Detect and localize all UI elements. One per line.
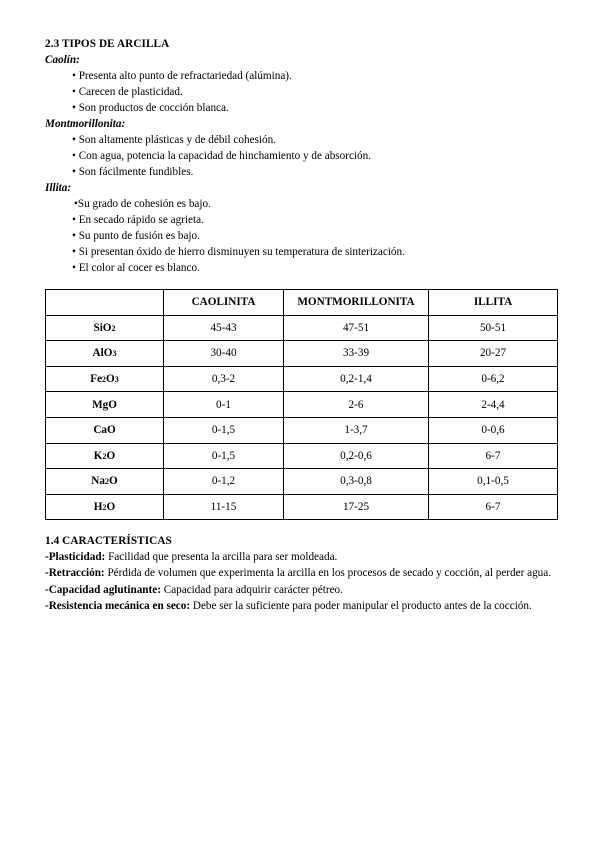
compound-label xyxy=(46,443,164,469)
list-item: • En secado rápido se agrieta. xyxy=(72,214,204,226)
compound-text: AlO xyxy=(92,347,113,360)
table-cell: 0-0,6 xyxy=(429,417,558,443)
compound-text: Fe xyxy=(90,373,103,386)
list-item: • Si presentan óxido de hierro disminuyen su temperatura de sinterización. xyxy=(72,246,405,258)
table-cell: 6-7 xyxy=(429,443,558,469)
characteristics-section xyxy=(45,533,557,614)
table-cell: 20-27 xyxy=(429,341,558,367)
term-label: -Resistencia mecánica en seco: xyxy=(45,599,191,612)
compound-label xyxy=(46,315,164,341)
compound-subscript: 2 xyxy=(111,323,116,333)
table-cell: 1-3,7 xyxy=(284,417,429,443)
compound-text: Na xyxy=(91,475,105,488)
table-row xyxy=(46,469,558,495)
compound-text: O xyxy=(108,475,118,488)
list-item: • Con agua, potencia la capacidad de hinchamiento y de absorción. xyxy=(72,150,372,162)
table-cell: 33-39 xyxy=(284,341,429,367)
paragraph-dry-strength xyxy=(45,598,557,614)
clay-types-section xyxy=(45,36,557,276)
table-header-cell: MONTMORILLONITA xyxy=(284,290,429,316)
table-cell: 0,1-0,5 xyxy=(429,469,558,495)
table-cell: 50-51 xyxy=(429,315,558,341)
table-cell: 47-51 xyxy=(284,315,429,341)
table-cell: 0,2-0,6 xyxy=(284,443,429,469)
table-row xyxy=(46,494,558,520)
list-item: • Son productos de cocción blanca. xyxy=(72,102,229,114)
table-cell: 0,3-0,8 xyxy=(284,469,429,495)
compound-label xyxy=(46,417,164,443)
compound-subscript: 3 xyxy=(112,349,117,359)
term-text: Facilidad que presenta la arcilla para ser moldeada. xyxy=(105,551,338,564)
table-header-row xyxy=(46,290,558,316)
table-cell: 11-15 xyxy=(164,494,284,520)
table-header-cell: ILLITA xyxy=(429,290,558,316)
paragraph-plasticity xyxy=(45,549,557,565)
group-title-kaolin: Caolín: xyxy=(45,54,80,66)
compound-text: CaO xyxy=(93,424,116,437)
compound-text: O xyxy=(106,449,116,462)
list-item: • Presenta alto punto de refractariedad (alúmina). xyxy=(72,70,292,82)
composition-table xyxy=(45,289,558,520)
table-cell: 2-4,4 xyxy=(429,392,558,418)
compound-label xyxy=(46,392,164,418)
paragraph-binding-capacity xyxy=(45,582,557,598)
table-cell: 0,3-2 xyxy=(164,366,284,392)
term-text: Debe ser la suficiente para poder manipular el producto antes de la cocción. xyxy=(190,599,532,612)
compound-label xyxy=(46,341,164,367)
term-label: -Retracción: xyxy=(45,567,105,580)
table-row xyxy=(46,417,558,443)
compound-label xyxy=(46,366,164,392)
section-title-characteristics: 1.4 CARACTERÍSTICAS xyxy=(45,535,172,547)
list-item: •Su grado de cohesión es bajo. xyxy=(74,198,211,210)
term-text: Pérdida de volumen que experimenta la arcilla en los procesos de secado y cocción, al perder agua. xyxy=(104,567,552,580)
list-item: • El color al cocer es blanco. xyxy=(72,262,200,274)
list-item: • Son fácilmente fundibles. xyxy=(72,166,194,178)
table-cell: 0-1,5 xyxy=(164,443,284,469)
table-row xyxy=(46,341,558,367)
list-item: • Son altamente plásticas y de débil cohesión. xyxy=(72,134,276,146)
table-cell: 0-1,5 xyxy=(164,417,284,443)
table-header-cell xyxy=(46,290,164,316)
table-cell: 45-43 xyxy=(164,315,284,341)
compound-text: K xyxy=(93,449,103,462)
table-row xyxy=(46,443,558,469)
compound-subscript: 2 xyxy=(104,477,109,487)
table-cell: 30-40 xyxy=(164,341,284,367)
list-item: • Carecen de plasticidad. xyxy=(72,86,183,98)
table-row xyxy=(46,366,558,392)
section-title-clay-types: 2.3 TIPOS DE ARCILLA xyxy=(45,38,170,50)
table-cell: 2-6 xyxy=(284,392,429,418)
compound-text: SiO xyxy=(93,321,112,334)
table-cell: 6-7 xyxy=(429,494,558,520)
compound-subscript: 2 xyxy=(102,451,107,461)
term-label: -Capacidad aglutinante: xyxy=(45,583,161,596)
term-text: Capacidad para adquirir carácter pétreo. xyxy=(160,583,343,596)
table-cell: 17-25 xyxy=(284,494,429,520)
compound-subscript: 2 xyxy=(102,503,107,513)
compound-label xyxy=(46,494,164,520)
group-title-montmorillonite: Montmorillonita: xyxy=(45,118,126,130)
group-title-illite: Illita: xyxy=(45,182,72,194)
table-cell: 0-1,2 xyxy=(164,469,284,495)
table-cell: 0-1 xyxy=(164,392,284,418)
table-row xyxy=(46,315,558,341)
table-cell: 0,2-1,4 xyxy=(284,366,429,392)
compound-text: O xyxy=(106,373,115,386)
compound-subscript: 3 xyxy=(114,375,119,385)
table-body xyxy=(46,315,558,520)
compound-text: MgO xyxy=(92,398,117,411)
term-label: -Plasticidad: xyxy=(45,551,106,564)
table-header-cell: CAOLINITA xyxy=(164,290,284,316)
table-cell: 0-6,2 xyxy=(429,366,558,392)
paragraph-shrinkage xyxy=(45,565,557,581)
compound-text: O xyxy=(106,501,116,514)
compound-subscript: 2 xyxy=(102,375,107,385)
table-row xyxy=(46,392,558,418)
compound-label xyxy=(46,469,164,495)
list-item: • Su punto de fusión es bajo. xyxy=(72,230,200,242)
compound-text: H xyxy=(93,501,103,514)
